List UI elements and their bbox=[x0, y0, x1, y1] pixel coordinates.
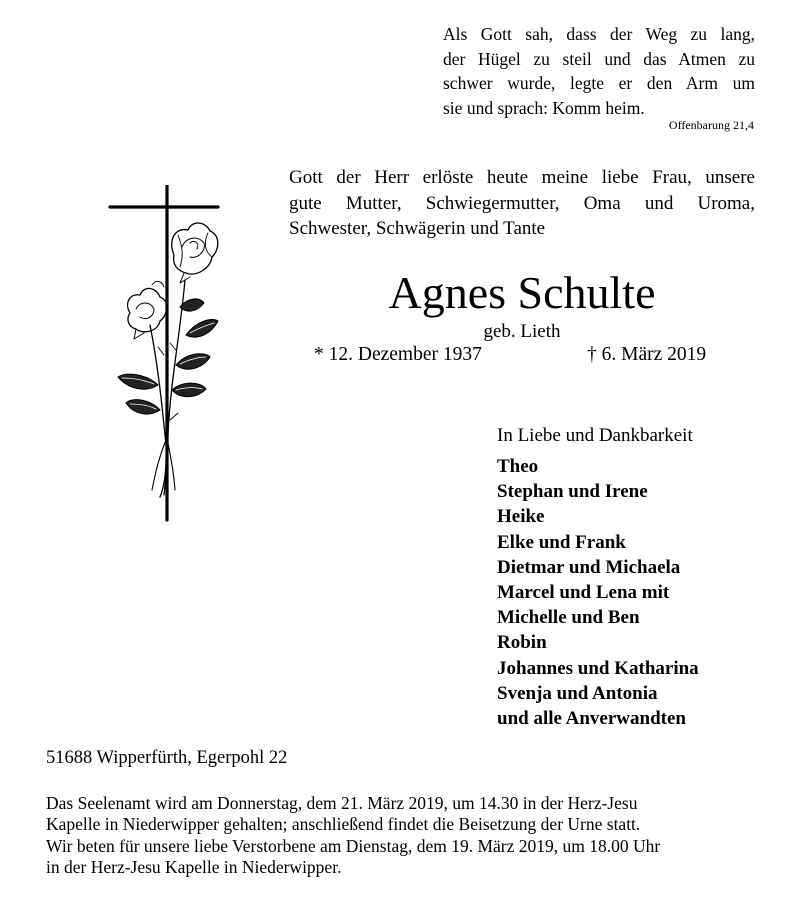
notice-line: Das Seelenamt wird am Donnerstag, dem 21. März 2019, um 14.30 in der Herz-Jesu bbox=[46, 793, 638, 813]
address: 51688 Wipperfürth, Egerpohl 22 bbox=[46, 748, 288, 768]
intro-line: gute Mutter, Schwiegermutter, Oma und Uroma, bbox=[289, 192, 755, 214]
death-date: † 6. März 2019 bbox=[587, 344, 707, 365]
deceased-name: Agnes Schulte bbox=[388, 267, 656, 318]
dedication-text: In Liebe und Dankbarkeit bbox=[497, 425, 693, 446]
list-item: Johannes und Katharina bbox=[497, 657, 699, 679]
service-notice bbox=[46, 793, 758, 878]
list-item: Theo bbox=[497, 456, 539, 477]
intro-line: Gott der Herr erlöste heute meine liebe Frau, unsere bbox=[289, 167, 755, 188]
quote-line: schwer wurde, legte er den Arm um bbox=[443, 73, 755, 93]
list-item: Marcel und Lena mit bbox=[497, 582, 670, 604]
maiden-name: geb. Lieth bbox=[483, 321, 561, 342]
bible-quote bbox=[443, 22, 755, 120]
list-item: Michelle und Ben bbox=[497, 607, 640, 629]
list-item: Svenja und Antonia bbox=[497, 682, 658, 704]
quote-line: Als Gott sah, dass der Weg zu lang, bbox=[443, 24, 755, 44]
list-item: Elke und Frank bbox=[497, 531, 626, 553]
notice-line: Kapelle in Niederwipper gehalten; anschließend findet die Beisetzung der Urne statt. bbox=[46, 814, 641, 835]
birth-date: * 12. Dezember 1937 bbox=[314, 344, 482, 365]
list-item: Dietmar und Michaela bbox=[497, 556, 681, 578]
intro-text bbox=[289, 165, 755, 242]
quote-line: der Hügel zu steil und das Atmen zu bbox=[443, 48, 755, 69]
quote-reference: Offenbarung 21,4 bbox=[668, 118, 754, 132]
list-item: Robin bbox=[497, 632, 547, 654]
intro-line: Schwester, Schwägerin und Tante bbox=[289, 218, 546, 239]
notice-line: in der Herz-Jesu Kapelle in Niederwipper. bbox=[46, 856, 342, 877]
list-item: Stephan und Irene bbox=[497, 481, 648, 503]
cross-with-roses-icon bbox=[100, 185, 230, 525]
list-item: und alle Anverwandten bbox=[497, 708, 686, 730]
notice-line: Wir beten für unsere liebe Verstorbene am Dienstag, dem 19. März 2019, um 18.00 Uhr bbox=[46, 835, 661, 856]
quote-line: sie und sprach: Komm heim. bbox=[443, 97, 645, 118]
mourners-list bbox=[497, 454, 699, 731]
list-item: Heike bbox=[497, 506, 545, 528]
